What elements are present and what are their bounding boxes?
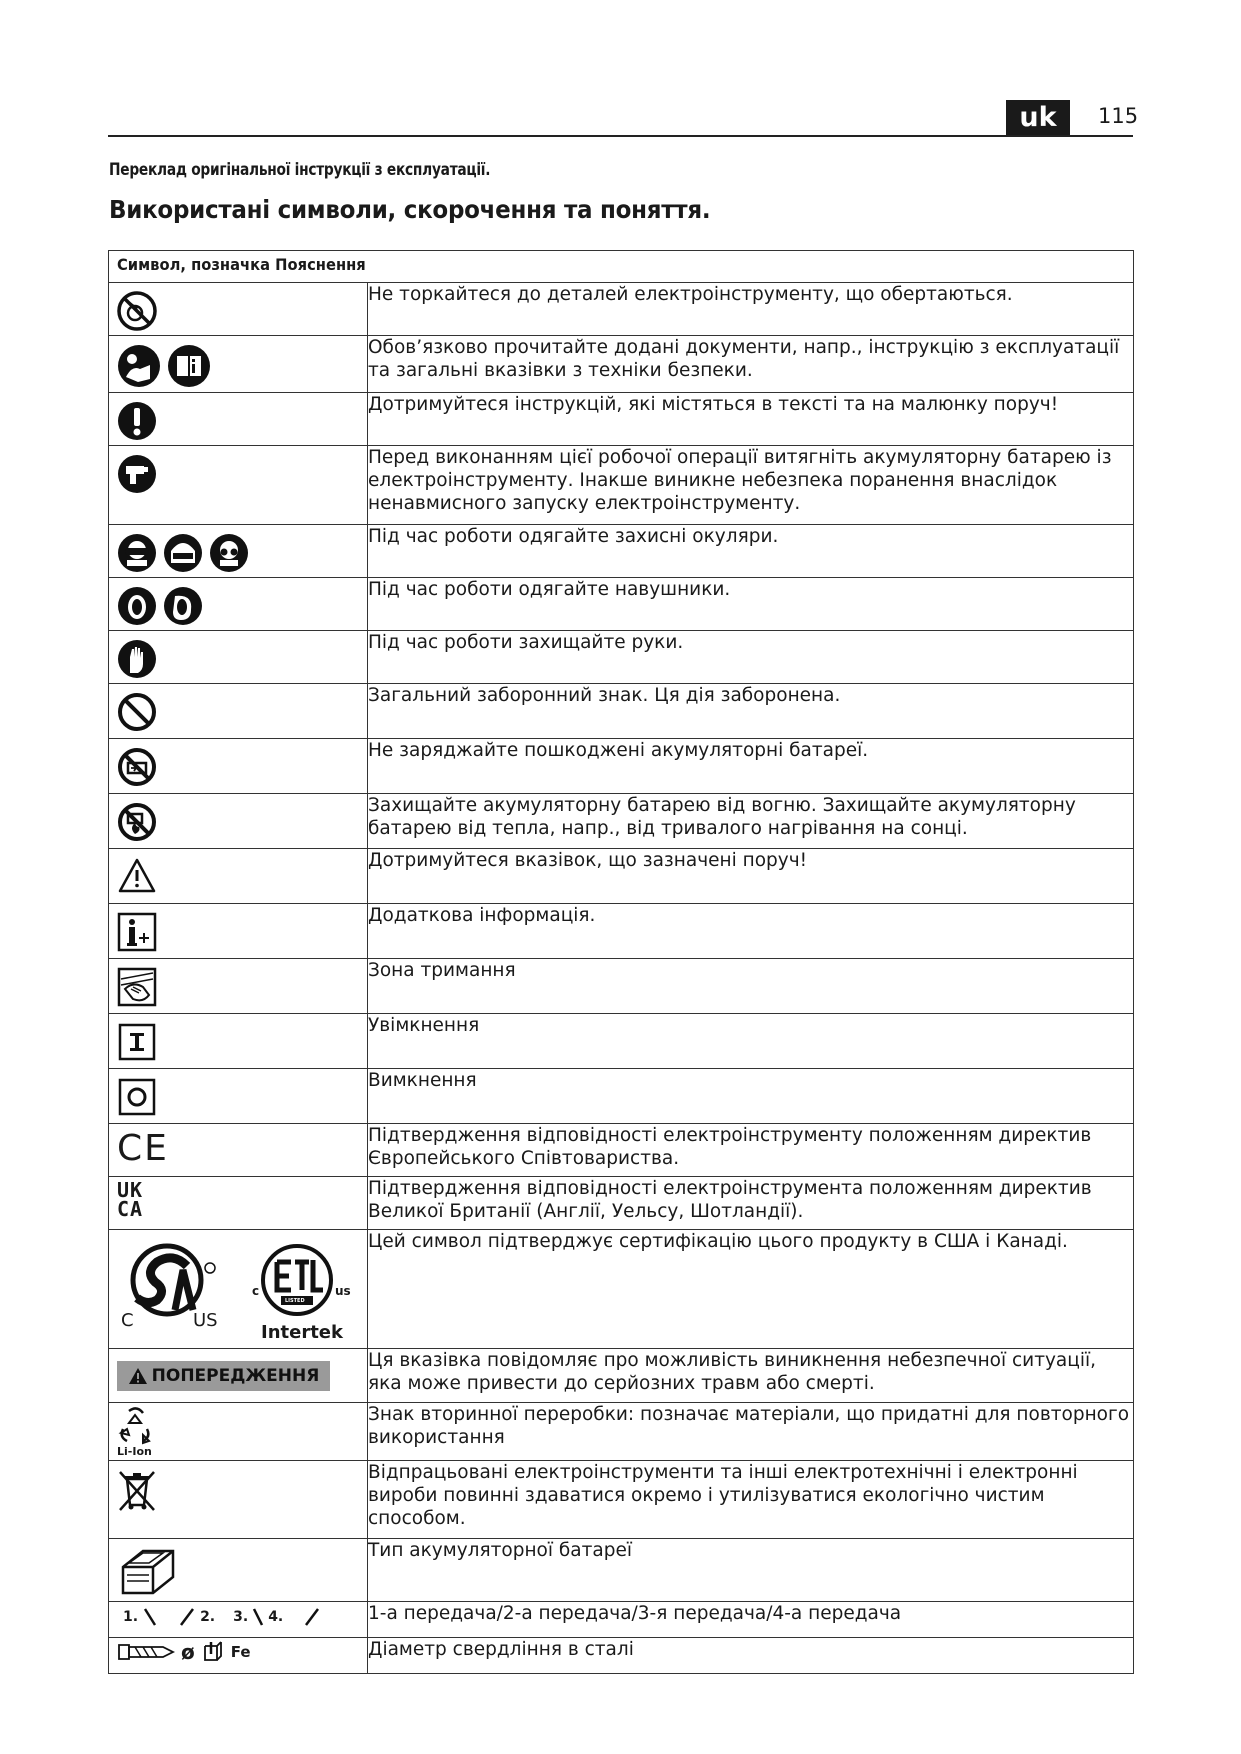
page-number: 115 [1098,104,1139,128]
row-description: Дотримуйтеся вказівок, що зазначені поруч! [368,849,1134,904]
drill-bit-icon [117,1641,175,1663]
mandatory-exclamation-icon [117,401,157,441]
row-description: Ця вказівка повідомляє про можливість виникнення небезпечної ситуації, яка може привести до серйозних травм або смерті. [368,1349,1134,1403]
table-row [109,631,1134,684]
gear-1-icon [142,1606,158,1628]
fe-label: Fe [230,1643,251,1661]
table-row [109,959,1134,1014]
table-row [109,1069,1134,1124]
section-title: Використані символи, скорочення та поняття. [109,195,711,224]
gear-2-icon [178,1606,196,1628]
row-description: Відпрацьовані електроінструменти та інші електротехнічні і електронні вироби повинні здаватися окремо і утилізуватися екологічно чистим способом. [368,1461,1134,1539]
table-row [109,1602,1134,1638]
row-description: Вимкнення [368,1069,1134,1124]
row-description: Не заряджайте пошкоджені акумуляторні батареї. [368,739,1134,794]
row-description: 1-а передача/2-а передача/3-я передача/4-а передача [368,1602,1134,1638]
hearing-protection-icon [117,586,157,626]
table-row [109,1349,1134,1403]
row-description: Не торкайтеся до деталей електроінструменту, що обертаються. [368,283,1134,336]
ukca-top: UK [117,1178,144,1202]
row-description: Обов’язково прочитайте додані документи, напр., інструкцію з експлуатації та загальні вказівки з техніки безпеки. [368,336,1134,393]
table-row [109,446,1134,525]
warning-label-text: ПОПЕРЕДЖЕННЯ [151,1366,320,1386]
power-off-icon [117,1077,157,1117]
li-ion-label: Li-Ion [117,1445,152,1458]
no-fire-heat-icon [117,802,157,842]
table-row [109,1177,1134,1230]
etl-us-label: us [335,1284,351,1298]
warning-triangle-icon [117,857,157,895]
grip-zone-icon [117,967,157,1007]
etl-listed-icon [257,1240,337,1320]
manual-book-icon [167,344,211,388]
column-header-explanation: Пояснення [275,255,366,274]
ear-protection-icon [163,586,203,626]
diameter-symbol: ø [181,1640,195,1664]
csa-c-label: C [121,1310,134,1331]
table-row [109,739,1134,794]
ukca-mark-icon [117,1178,144,1221]
table-row [109,1638,1134,1674]
document-subtitle: Переклад оригінальної інструкції з експлуатації. [109,160,491,180]
table-row [109,1403,1134,1461]
warning-label-bar [117,1361,330,1391]
table-row [109,904,1134,959]
steel-workpiece-icon [201,1640,225,1664]
table-row [109,336,1134,393]
table-row [109,684,1134,739]
row-description: Захищайте акумуляторну батарею від вогню. Захищайте акумуляторну батарею від тепла, напр., від тривалого нагрівання на сонці. [368,794,1134,849]
remove-battery-icon [117,454,157,494]
table-row [109,283,1134,336]
table-row [109,1461,1134,1539]
safety-goggles-icon [117,533,157,573]
etl-listed-label: LISTED [285,1298,305,1304]
table-row [109,393,1134,446]
etl-c-label: c [252,1284,260,1298]
table-row [109,1230,1134,1349]
additional-info-icon [117,912,157,952]
intertek-label: Intertek [261,1322,343,1343]
row-description: Тип акумуляторної батареї [368,1539,1134,1602]
no-touch-rotating-icon [117,291,157,331]
csa-us-label: US [193,1310,218,1331]
row-description: Підтвердження відповідності електроінструмента положенням директив Великої Британії (Англії, Уельсу, Шотландії). [368,1177,1134,1230]
face-shield-icon [163,533,203,573]
language-badge: uk [1006,100,1070,136]
row-description: Під час роботи одягайте захисні окуляри. [368,525,1134,578]
ce-mark-icon: CE [117,1128,169,1169]
row-description: Під час роботи одягайте навушники. [368,578,1134,631]
power-on-icon [117,1022,157,1062]
table-row [109,849,1134,904]
gear-2-label: 2. [200,1609,216,1625]
symbols-table [108,250,1134,1674]
gear-1-label: 1. [123,1609,139,1625]
row-description: Діаметр свердління в сталі [368,1638,1134,1674]
table-row [109,578,1134,631]
table-row [109,1539,1134,1602]
prohibition-icon [117,692,157,732]
table-row [109,525,1134,578]
protective-gloves-icon [117,639,157,679]
gear-4-label: 4. [268,1609,284,1625]
row-description: Під час роботи захищайте руки. [368,631,1134,684]
row-description: Перед виконанням цієї робочої операції витягніть акумуляторну батарею із електроінструменту. Інакше виникне небезпека поранення внаслідок ненавмисного запуску електроінструменту. [368,446,1134,525]
ukca-bottom: CA [117,1197,144,1221]
gear-3-label: 3. [233,1609,249,1625]
no-charge-damaged-battery-icon [117,747,157,787]
table-row [109,1124,1134,1177]
battery-pack-icon [117,1545,181,1597]
safety-glasses-icon [209,533,249,573]
gear-4-icon [303,1606,321,1628]
header-rule [108,135,1133,137]
row-description: Цей символ підтверджує сертифікацію цього продукту в США і Канаді. [368,1230,1134,1349]
table-header-row [109,251,1134,283]
row-description: Увімкнення [368,1014,1134,1069]
recycling-icon [117,1405,157,1447]
row-description: Дотримуйтеся інструкцій, які містяться в тексті та на малюнку поруч! [368,393,1134,446]
row-description: Загальний заборонний знак. Ця дія заборонена. [368,684,1134,739]
row-description: Додаткова інформація. [368,904,1134,959]
row-description: Підтвердження відповідності електроінструменту положенням директив Європейського Співтовариства. [368,1124,1134,1177]
row-description: Зона тримання [368,959,1134,1014]
gear-3-icon [252,1606,264,1628]
table-row [109,794,1134,849]
column-header-symbol: Символ, позначка [117,255,271,274]
table-row [109,1014,1134,1069]
row-description: Знак вторинної переробки: позначає матеріали, що придатні для повторного використання [368,1403,1134,1461]
weee-crossed-bin-icon [117,1469,157,1513]
read-manual-icon [117,344,161,388]
warning-triangle-icon [128,1367,148,1385]
